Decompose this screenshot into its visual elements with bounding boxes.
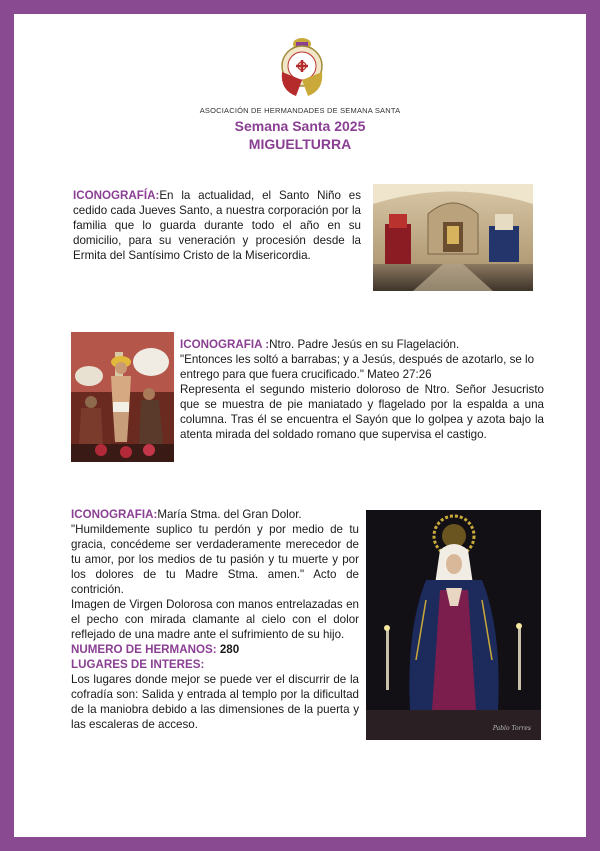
iconography-title: Ntro. Padre Jesús en su Flagelación. <box>269 338 460 351</box>
association-emblem-icon <box>276 36 328 100</box>
places-label: LUGARES DE INTERES: <box>71 658 205 671</box>
virgen-dolorosa-photo <box>366 510 541 740</box>
prayer-quote: "Humildemente suplico tu perdón y por medio de tu gracia, concédeme ser verdaderamente merecedor de tu amor, por los medios de tu pasión y tu muerte y por los dolores de tu Madre Stma. amen." Acto de contrición. <box>71 523 359 596</box>
gospel-quote: "Entonces les soltó a barrabas; y a Jesús, después de azotarlo, se lo entrego para que fuera crucificado." Mateo 27:26 <box>180 353 535 381</box>
iconography-description: Representa el segundo misterio doloroso de Ntro. Señor Jesucristo que se muestra de pie maniatado y flagelado por la espalda a una columna. Tras él se encuentra el Sayón que lo golpea y azota bajo la atenta mirada del soldado romano que supervisa el castigo. <box>180 383 544 441</box>
iconography-label: ICONOGRAFÍA: <box>73 189 160 202</box>
iconography-label: ICONOGRAFIA : <box>180 338 270 351</box>
association-name: ASOCIACIÓN DE HERMANDADES DE SEMANA SANTA <box>199 106 401 115</box>
section-santo-nino <box>73 188 361 263</box>
iconography-description: Imagen de Virgen Dolorosa con manos entrelazadas en el pecho con mirada clamante al cielo con el dolor reflejado de una madre ante el sufrimiento de su hijo. <box>71 598 359 641</box>
iconography-label: ICONOGRAFIA: <box>71 508 158 521</box>
church-interior-photo <box>373 184 533 291</box>
members-label: NUMERO DE HERMANOS: <box>71 643 217 656</box>
members-value: 280 <box>219 643 240 656</box>
iconography-title: María Stma. del Gran Dolor. <box>157 508 302 521</box>
places-text: Los lugares donde mejor se puede ver el discurrir de la cofradía son: Salida y entrada al templo por la dificultad de la maniobra debido a las dimensiones de la puerta y las escaleras de acceso. <box>71 673 359 731</box>
flagellation-statue-photo <box>71 332 174 462</box>
document-page <box>14 14 586 837</box>
town-name: MIGUELTURRA <box>248 136 352 152</box>
iconography-text: En la actualidad, el Santo Niño es cedido cada Jueves Santo, a nuestra corporación por la familia que lo guarda durante todo el año en su domicilio, para su veneración y procesión desde la Ermita del Santísimo Cristo de la Misericordia. <box>73 189 361 262</box>
section-flagelacion <box>180 337 544 442</box>
page-title: Semana Santa 2025 <box>234 118 366 134</box>
photo-watermark: Pablo Torres <box>492 725 531 732</box>
section-gran-dolor <box>71 507 359 732</box>
